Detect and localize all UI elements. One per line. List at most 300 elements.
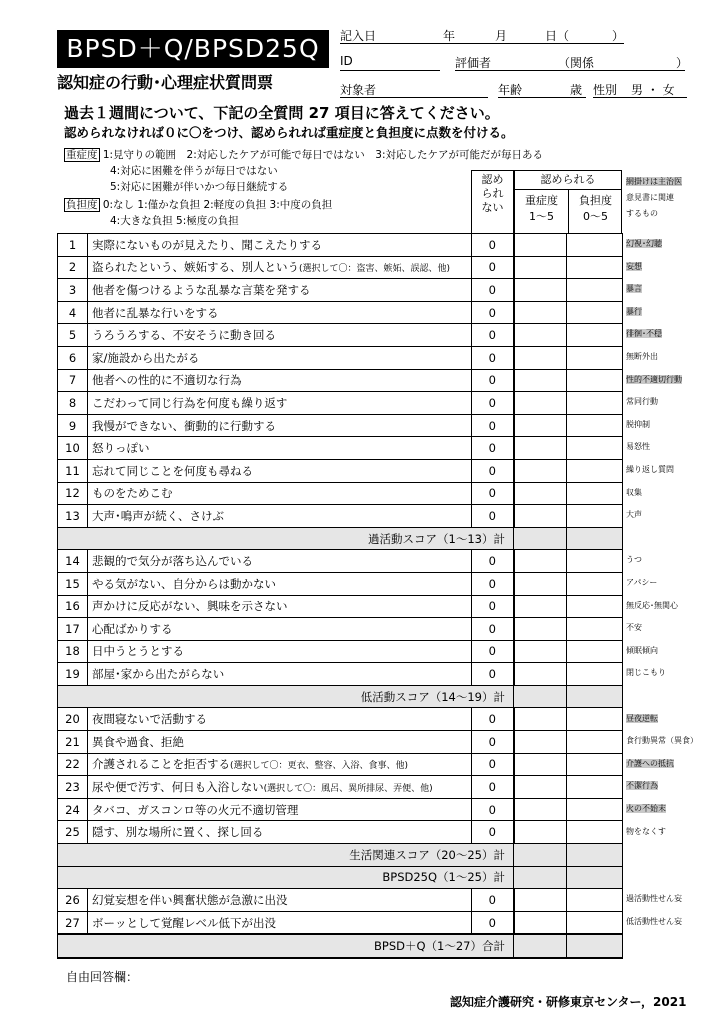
record-date-label: 記入日 bbox=[340, 29, 377, 43]
severity-cell[interactable] bbox=[514, 618, 567, 641]
item-number: 18 bbox=[58, 640, 88, 663]
symptom-tag bbox=[626, 713, 658, 725]
note-line3: するもの bbox=[626, 209, 658, 218]
severity-cell[interactable] bbox=[514, 821, 567, 844]
symptom-tag bbox=[626, 780, 658, 792]
age-unit: 歳 bbox=[570, 83, 583, 97]
item-number: 25 bbox=[58, 821, 88, 844]
item-text bbox=[88, 663, 472, 686]
item-row bbox=[58, 889, 623, 912]
item-row bbox=[58, 572, 623, 595]
item-text bbox=[88, 234, 472, 257]
item-row bbox=[58, 708, 623, 731]
symptom-tag-text: 性的不適切行動 bbox=[626, 374, 682, 384]
symptom-tag-text: 火の不始末 bbox=[626, 804, 666, 813]
day-close: ） bbox=[612, 29, 625, 43]
item-question: 我慢ができない、衝動的に行動する bbox=[92, 418, 276, 433]
severity-cell[interactable] bbox=[514, 414, 567, 437]
not-observed-cell[interactable]: 0 bbox=[472, 392, 514, 415]
symptom-tag bbox=[626, 441, 650, 453]
symptom-tag bbox=[626, 667, 666, 679]
item-row bbox=[58, 459, 623, 482]
symptom-tag-text: 無断外出 bbox=[626, 352, 658, 361]
item-number: 5 bbox=[58, 324, 88, 347]
severity-cell[interactable] bbox=[514, 889, 567, 912]
symptom-tag-text: 収集 bbox=[626, 487, 642, 497]
item-row bbox=[58, 346, 623, 369]
item-number: 22 bbox=[58, 753, 88, 776]
burden-cell[interactable] bbox=[567, 279, 623, 302]
item-text bbox=[88, 798, 472, 821]
symptom-tag-text: 暴行 bbox=[626, 306, 642, 316]
burden-total-cell[interactable] bbox=[567, 527, 623, 550]
item-row bbox=[58, 776, 623, 799]
item-number: 21 bbox=[58, 731, 88, 754]
burden-legend bbox=[64, 197, 332, 212]
subtotal-label: BPSD25Q（1～25）計 bbox=[58, 866, 514, 889]
item-text bbox=[88, 346, 472, 369]
symptom-tag bbox=[626, 396, 658, 408]
item-question: ものをためこむ bbox=[92, 486, 173, 501]
symptom-tag bbox=[626, 803, 666, 815]
not-observed-cell[interactable]: 0 bbox=[472, 550, 514, 573]
subtotal-label: 低活動スコア（14～19）計 bbox=[58, 685, 514, 708]
severity-cell[interactable] bbox=[514, 437, 567, 460]
not-observed-cell[interactable]: 0 bbox=[472, 595, 514, 618]
item-number: 6 bbox=[58, 346, 88, 369]
severity-legend-line2: 4:対応に困難を伴うが毎日ではない bbox=[110, 165, 278, 177]
subtotal-label: 生活関連スコア（20～25）計 bbox=[58, 844, 514, 867]
questionnaire-table bbox=[57, 233, 623, 959]
burden-cell[interactable] bbox=[567, 889, 623, 912]
symptom-tag bbox=[626, 893, 682, 905]
symptom-tag bbox=[626, 758, 674, 770]
not-observed-cell[interactable]: 0 bbox=[472, 640, 514, 663]
severity-cell[interactable] bbox=[514, 663, 567, 686]
symptom-tag bbox=[626, 487, 642, 499]
item-number: 11 bbox=[58, 459, 88, 482]
age-field[interactable] bbox=[498, 97, 586, 98]
not-observed-cell[interactable]: 0 bbox=[472, 437, 514, 460]
burden-total-cell[interactable] bbox=[567, 685, 623, 708]
symptom-tag bbox=[626, 826, 666, 838]
symptom-tag bbox=[626, 509, 642, 521]
item-question: 部屋･家から出たがらない bbox=[92, 667, 225, 682]
burden-label: 負担度 bbox=[66, 199, 98, 211]
not-observed-cell[interactable]: 0 bbox=[472, 324, 514, 347]
symptom-tag-text: 物をなくす bbox=[626, 826, 666, 836]
not-observed-cell[interactable]: 0 bbox=[472, 618, 514, 641]
item-row bbox=[58, 234, 623, 257]
symptom-tag-text: 昼夜逆転 bbox=[626, 713, 658, 723]
symptom-tag-text: アパシー bbox=[626, 578, 658, 587]
note-highlight: 網掛けは主治医 bbox=[626, 177, 682, 186]
not-observed-cell[interactable]: 0 bbox=[472, 234, 514, 257]
item-number: 9 bbox=[58, 414, 88, 437]
burden-cell[interactable] bbox=[567, 459, 623, 482]
item-select-options[interactable]: (選択して〇：風呂、異所排尿、弄便、他) bbox=[263, 784, 433, 795]
severity-legend-line1: 1:見守りの範囲 2:対応したケアが可能で毎日ではない 3:対応したケアが可能だが毎日ある bbox=[102, 149, 543, 161]
burden-cell[interactable] bbox=[567, 505, 623, 528]
item-text bbox=[88, 618, 472, 641]
item-number: 26 bbox=[58, 889, 88, 912]
severity-cell[interactable] bbox=[514, 595, 567, 618]
symptom-tag bbox=[626, 622, 642, 634]
not-observed-cell[interactable]: 0 bbox=[472, 889, 514, 912]
relation-open: （関係 bbox=[558, 56, 595, 70]
burden-cell[interactable] bbox=[567, 821, 623, 844]
severity-cell[interactable] bbox=[514, 392, 567, 415]
symptom-tag bbox=[626, 283, 642, 295]
severity-cell[interactable] bbox=[514, 301, 567, 324]
severity-cell[interactable] bbox=[514, 550, 567, 573]
symptom-tag bbox=[626, 916, 682, 928]
item-question: タバコ、ガスコンロ等の火元不適切管理 bbox=[92, 802, 299, 817]
item-question: 他者を傷つけるような乱暴な言葉を発する bbox=[92, 282, 311, 297]
burden-range: 0～5 bbox=[583, 210, 608, 223]
not-observed-cell[interactable]: 0 bbox=[472, 256, 514, 279]
burden-cell[interactable] bbox=[567, 482, 623, 505]
subject-label: 対象者 bbox=[340, 83, 377, 97]
form-subtitle: 認知症の行動･心理症状質問票 bbox=[57, 73, 274, 92]
item-row bbox=[58, 595, 623, 618]
item-number: 13 bbox=[58, 505, 88, 528]
item-row bbox=[58, 821, 623, 844]
subtotal-row bbox=[58, 866, 623, 889]
item-question: 夜間寝ないで活動する bbox=[92, 712, 207, 727]
item-number: 27 bbox=[58, 911, 88, 934]
note-line2: 意見書に関連 bbox=[626, 193, 674, 202]
severity-cell[interactable] bbox=[514, 369, 567, 392]
evaluator-label: 評価者 bbox=[455, 56, 492, 70]
burden-total-cell[interactable] bbox=[567, 934, 623, 958]
not-observed-cell[interactable]: 0 bbox=[472, 505, 514, 528]
item-question: 隠す、別な場所に置く、探し回る bbox=[92, 825, 264, 840]
not-observed-cell[interactable]: 0 bbox=[472, 708, 514, 731]
item-number: 24 bbox=[58, 798, 88, 821]
symptom-tag-text: 低活動性せん妄 bbox=[626, 917, 682, 926]
item-row bbox=[58, 256, 623, 279]
subject-field[interactable] bbox=[340, 97, 488, 98]
symptom-tag-text: 幻視･幻聴 bbox=[626, 239, 662, 248]
item-select-options[interactable]: (選択して〇：盗害、嫉妬、誤認、他) bbox=[299, 264, 451, 275]
item-number: 16 bbox=[58, 595, 88, 618]
total-row bbox=[58, 934, 623, 958]
symptom-tag-text: 繰り返し質問 bbox=[626, 465, 674, 474]
item-text bbox=[88, 595, 472, 618]
item-text bbox=[88, 369, 472, 392]
item-row bbox=[58, 437, 623, 460]
table-head bbox=[471, 170, 622, 233]
item-text bbox=[88, 708, 472, 731]
item-text bbox=[88, 889, 472, 912]
item-row bbox=[58, 618, 623, 641]
burden-cell[interactable] bbox=[567, 369, 623, 392]
item-text bbox=[88, 324, 472, 347]
severity-cell[interactable] bbox=[514, 324, 567, 347]
item-question: 他者に乱暴な行いをする bbox=[92, 305, 219, 320]
severity-cell[interactable] bbox=[514, 640, 567, 663]
severity-legend-line3: 5:対応に困難が伴いかつ毎日継続する bbox=[110, 181, 289, 193]
subtotal-row bbox=[58, 527, 623, 550]
severity-cell[interactable] bbox=[514, 256, 567, 279]
item-number: 15 bbox=[58, 572, 88, 595]
severity-header: 重症度 bbox=[525, 194, 558, 207]
burden-legend-line1: 0:なし 1:僅かな負担 2:軽度の負担 3:中度の負担 bbox=[102, 199, 333, 211]
day-label: 日（ bbox=[545, 29, 570, 43]
year-label: 年 bbox=[443, 29, 456, 43]
burden-cell[interactable] bbox=[567, 437, 623, 460]
not-observed-cell[interactable]: 0 bbox=[472, 821, 514, 844]
item-text bbox=[88, 731, 472, 754]
item-row bbox=[58, 279, 623, 302]
item-question: 実際にないものが見えたり、聞こえたりする bbox=[92, 237, 322, 252]
not-observed-cell[interactable]: 0 bbox=[472, 459, 514, 482]
burden-cell[interactable] bbox=[567, 640, 623, 663]
not-observed-cell[interactable]: 0 bbox=[472, 279, 514, 302]
burden-cell[interactable] bbox=[567, 595, 623, 618]
severity-cell[interactable] bbox=[514, 708, 567, 731]
item-question: 心配ばかりする bbox=[92, 621, 173, 636]
not-observed-cell[interactable]: 0 bbox=[472, 753, 514, 776]
item-text bbox=[88, 459, 472, 482]
symptom-tag-text: 過活動性せん妄 bbox=[626, 894, 682, 904]
item-text bbox=[88, 437, 472, 460]
item-row bbox=[58, 505, 623, 528]
age-label: 年齢 bbox=[498, 83, 523, 97]
severity-cell[interactable] bbox=[514, 482, 567, 505]
item-text bbox=[88, 776, 472, 799]
symptom-tag bbox=[626, 600, 678, 612]
burden-cell[interactable] bbox=[567, 256, 623, 279]
severity-legend bbox=[64, 147, 543, 162]
sex-field-line bbox=[593, 97, 687, 98]
note-line1 bbox=[626, 176, 682, 188]
not-observed-cell[interactable]: 0 bbox=[472, 369, 514, 392]
symptom-tag-text: うつ bbox=[626, 555, 642, 565]
symptom-tag-text: 徘徊･不穏 bbox=[626, 329, 662, 339]
severity-cell[interactable] bbox=[514, 346, 567, 369]
not-observed-cell[interactable]: 0 bbox=[472, 414, 514, 437]
item-number: 17 bbox=[58, 618, 88, 641]
item-row bbox=[58, 324, 623, 347]
relation-close: ） bbox=[676, 56, 689, 70]
item-number: 2 bbox=[58, 256, 88, 279]
symptom-tag-text: 不潔行為 bbox=[626, 781, 658, 791]
burden-cell[interactable] bbox=[567, 753, 623, 776]
item-question: 怒りっぽい bbox=[92, 441, 150, 456]
item-text bbox=[88, 414, 472, 437]
severity-total-cell[interactable] bbox=[514, 527, 567, 550]
item-number: 7 bbox=[58, 369, 88, 392]
item-row bbox=[58, 301, 623, 324]
symptom-tag-text: 閉じこもり bbox=[626, 668, 666, 678]
item-text bbox=[88, 550, 472, 573]
not-observed-header: 認め られ ない bbox=[481, 173, 504, 214]
item-question: やる気がない、自分からは動かない bbox=[92, 576, 276, 591]
burden-cell[interactable] bbox=[567, 324, 623, 347]
item-text bbox=[88, 821, 472, 844]
item-row bbox=[58, 911, 623, 934]
item-question: 介護されることを拒否する bbox=[92, 757, 230, 772]
item-text bbox=[88, 572, 472, 595]
not-observed-cell[interactable]: 0 bbox=[472, 911, 514, 934]
burden-cell[interactable] bbox=[567, 731, 623, 754]
symptom-tag-text: 大声 bbox=[626, 510, 642, 520]
item-select-options[interactable]: (選択して〇：更衣、整容、入浴、食事、他) bbox=[230, 761, 409, 772]
observed-header: 認められる bbox=[540, 173, 596, 186]
burden-cell[interactable] bbox=[567, 392, 623, 415]
burden-cell[interactable] bbox=[567, 798, 623, 821]
burden-cell[interactable] bbox=[567, 911, 623, 934]
symptom-tag-text: 妄想 bbox=[626, 261, 642, 271]
burden-cell[interactable] bbox=[567, 346, 623, 369]
item-number: 19 bbox=[58, 663, 88, 686]
burden-header: 負担度 bbox=[579, 194, 612, 207]
symptom-tag bbox=[626, 328, 662, 340]
severity-label: 重症度 bbox=[66, 149, 98, 161]
not-observed-cell[interactable]: 0 bbox=[472, 663, 514, 686]
burden-cell[interactable] bbox=[567, 234, 623, 257]
item-question: 日中うとうとする bbox=[92, 644, 184, 659]
severity-cell[interactable] bbox=[514, 572, 567, 595]
item-question: 他者への性的に不適切な行為 bbox=[92, 373, 242, 388]
subtotal-row bbox=[58, 685, 623, 708]
burden-total-cell[interactable] bbox=[567, 866, 623, 889]
not-observed-cell[interactable]: 0 bbox=[472, 572, 514, 595]
symptom-tag bbox=[626, 306, 642, 318]
item-row bbox=[58, 663, 623, 686]
subtotal-row bbox=[58, 844, 623, 867]
record-date-line[interactable] bbox=[340, 43, 624, 44]
severity-cell[interactable] bbox=[514, 776, 567, 799]
symptom-tag bbox=[626, 419, 650, 431]
item-number: 20 bbox=[58, 708, 88, 731]
not-observed-cell[interactable]: 0 bbox=[472, 731, 514, 754]
item-question: 大声･鳴声が続く、さけぶ bbox=[92, 508, 225, 523]
item-question: 尿や便で汚す、何日も入浴しない bbox=[92, 780, 264, 795]
burden-legend-line2: 4:大きな負担 5:極度の負担 bbox=[110, 215, 239, 227]
burden-cell[interactable] bbox=[567, 776, 623, 799]
symptom-tag bbox=[626, 261, 642, 273]
id-field[interactable] bbox=[340, 70, 440, 71]
subtotal-label: BPSD＋Q（1～27）合計 bbox=[58, 934, 514, 958]
severity-range: 1～5 bbox=[529, 210, 554, 223]
severity-cell[interactable] bbox=[514, 731, 567, 754]
instruction-sub: 認められなければ０に〇をつけ、認められれば重症度と負担度に点数を付ける。 bbox=[64, 125, 514, 140]
item-number: 1 bbox=[58, 234, 88, 257]
burden-cell[interactable] bbox=[567, 572, 623, 595]
item-row bbox=[58, 482, 623, 505]
item-number: 3 bbox=[58, 279, 88, 302]
item-text bbox=[88, 279, 472, 302]
burden-total-cell[interactable] bbox=[567, 844, 623, 867]
severity-cell[interactable] bbox=[514, 798, 567, 821]
burden-cell[interactable] bbox=[567, 414, 623, 437]
burden-cell[interactable] bbox=[567, 708, 623, 731]
item-number: 14 bbox=[58, 550, 88, 573]
symptom-tag bbox=[626, 554, 642, 566]
symptom-tag-text: 無反応･無関心 bbox=[626, 600, 678, 610]
questionnaire-body bbox=[58, 234, 623, 959]
severity-cell[interactable] bbox=[514, 459, 567, 482]
symptom-tag bbox=[626, 645, 658, 657]
subtotal-label: 過活動スコア（1～13）計 bbox=[58, 527, 514, 550]
sex-options[interactable]: 男 ・ 女 bbox=[631, 83, 675, 97]
form-title: BPSD＋Q/BPSD25Q bbox=[57, 30, 329, 68]
item-question: こだわって同じ行為を何度も繰り返す bbox=[92, 395, 288, 410]
severity-cell[interactable] bbox=[514, 279, 567, 302]
not-observed-cell[interactable]: 0 bbox=[472, 482, 514, 505]
symptom-tag-text: 傾眠傾向 bbox=[626, 645, 658, 655]
symptom-tag-text: 介護への抵抗 bbox=[626, 758, 674, 768]
severity-total-cell[interactable] bbox=[514, 866, 567, 889]
item-number: 8 bbox=[58, 392, 88, 415]
symptom-tag-text: 易怒性 bbox=[626, 442, 650, 452]
not-observed-cell[interactable]: 0 bbox=[472, 346, 514, 369]
item-row bbox=[58, 414, 623, 437]
item-row bbox=[58, 798, 623, 821]
burden-cell[interactable] bbox=[567, 301, 623, 324]
burden-cell[interactable] bbox=[567, 618, 623, 641]
item-number: 10 bbox=[58, 437, 88, 460]
item-row bbox=[58, 753, 623, 776]
symptom-tag bbox=[626, 374, 682, 386]
item-question: 幻覚妄想を伴い興奮状態が急激に出没 bbox=[92, 893, 288, 908]
symptom-tag-text: 不安 bbox=[626, 623, 642, 633]
severity-cell[interactable] bbox=[514, 505, 567, 528]
sex-label: 性別 bbox=[593, 83, 618, 97]
symptom-tag bbox=[626, 577, 657, 589]
severity-total-cell[interactable] bbox=[514, 685, 567, 708]
burden-cell[interactable] bbox=[567, 663, 623, 686]
free-answer-label: 自由回答欄： bbox=[66, 970, 139, 984]
severity-total-cell[interactable] bbox=[514, 934, 567, 958]
item-number: 23 bbox=[58, 776, 88, 799]
severity-total-cell[interactable] bbox=[514, 844, 567, 867]
month-label: 月 bbox=[495, 29, 508, 43]
item-number: 12 bbox=[58, 482, 88, 505]
item-text bbox=[88, 392, 472, 415]
credit-text: 認知症介護研究・研修東京センター，2021 bbox=[450, 995, 687, 1009]
symptom-tag-text: 脱抑制 bbox=[626, 419, 650, 429]
item-question: うろうろする、不安そうに動き回る bbox=[92, 328, 276, 343]
burden-cell[interactable] bbox=[567, 550, 623, 573]
instruction-main: 過去１週間について、下記の全質問 27 項目に答えてください。 bbox=[64, 104, 500, 122]
symptom-tag bbox=[626, 735, 698, 747]
not-observed-cell[interactable]: 0 bbox=[472, 798, 514, 821]
symptom-tag-text: 常同行動 bbox=[626, 397, 658, 407]
item-question: 悲観的で気分が落ち込んでいる bbox=[92, 554, 253, 569]
item-number: 4 bbox=[58, 301, 88, 324]
symptom-tag bbox=[626, 351, 658, 363]
severity-cell[interactable] bbox=[514, 753, 567, 776]
not-observed-cell[interactable]: 0 bbox=[472, 776, 514, 799]
severity-cell[interactable] bbox=[514, 911, 567, 934]
item-row bbox=[58, 392, 623, 415]
item-question: 盗られたという、嫉妬する、別人という bbox=[92, 260, 299, 275]
evaluator-field[interactable] bbox=[455, 70, 685, 71]
item-row bbox=[58, 640, 623, 663]
symptom-tag-text: 暴言 bbox=[626, 284, 642, 294]
item-question: 声かけに反応がない、興味を示さない bbox=[92, 599, 288, 614]
severity-cell[interactable] bbox=[514, 234, 567, 257]
not-observed-cell[interactable]: 0 bbox=[472, 301, 514, 324]
id-label: ID bbox=[340, 54, 353, 68]
item-question: 家/施設から出たがる bbox=[92, 350, 200, 365]
item-row bbox=[58, 369, 623, 392]
symptom-tag bbox=[626, 464, 674, 476]
